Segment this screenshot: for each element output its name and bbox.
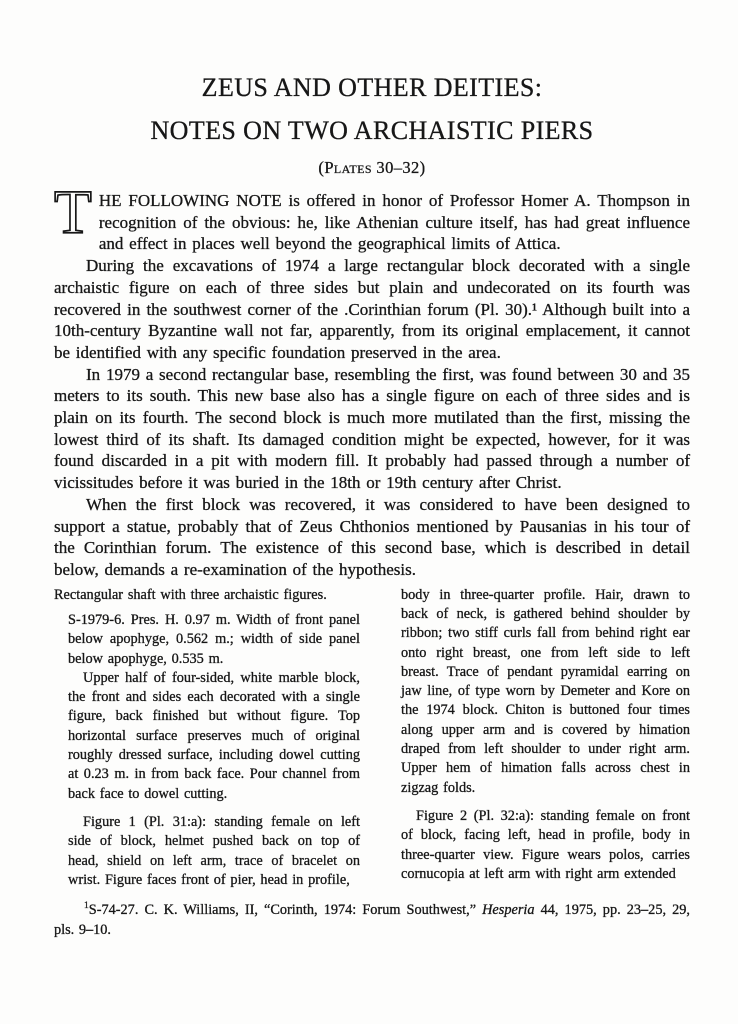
footnote-1 (54, 901, 690, 940)
catalogue-heading: Rectangular shaft with three archaistic figures. (54, 586, 327, 603)
article-body (54, 179, 690, 581)
catalogue-right-column (401, 586, 690, 890)
figure-2-description: Figure 2 (Pl. 32:a): standing female on front of block, facing left, head in profile, body in three-quarter view. Figure wears polos, carries cornucopia at left arm with right arm extended (401, 807, 690, 882)
catalogue-measurements: S-1979-6. Pres. H. 0.97 m. Width of front panel below apophyge, 0.562 m.; width of side panel below apophyge, 0.535 m. (68, 611, 360, 667)
footnote-citation: S-74-27. C. K. Williams, II, “Corinth, 1974: Forum Southwest,” (88, 902, 483, 919)
intro-paragraph-text: HE FOLLOWING NOTE is offered in honor of Professor Homer A. Thompson in recognition of the obvious: he, like Athenian culture itself, has had great influence and effect in places well beyond the geographical limits of Attica. (98, 191, 690, 254)
body-paragraph-hypothesis: When the first block was recovered, it was considered to have been designed to support a statue, probably that of Zeus Chthonios mentioned by Pausanias in his tour of the Corinthian forum. The existence of this second base, which is described in detail below, demands a re-examination of the hypothesis. (54, 494, 690, 579)
article-title (54, 74, 690, 144)
footnote-citation-tail: 44, 1975, pp. 23–25, 29, pls. 9–10. (54, 902, 690, 938)
body-paragraph-1974-block: During the excavations of 1974 a large rectangular block decorated with a single archaistic figure on each of three sides but plain and undecorated on its fourth was recovered in the southwest corner of the .Corinthian forum (Pl. 30).¹ Although built into a 10th-century Byzantine wall not far, apparently, from its original emplacement, it cannot be identified with any specific foundation preserved in the area. (54, 256, 690, 362)
catalogue-section (54, 586, 690, 890)
catalogue-block-description: Upper half of four-sided, white marble block, the front and sides each decorated with a single figure, back finished but without figure. Top horizontal surface preserves much of original roughly dressed surface, including dowel cutting at 0.23 m. in from back face. Pour channel from back face to dowel cutting. (68, 669, 360, 802)
footnote-marker: 1 (84, 901, 89, 912)
journal-title: Hesperia (482, 902, 535, 919)
figure-1-description-continued: body in three-quarter profile. Hair, drawn to back of neck, is gathered behind shoulder by ribbon; two stiff curls fall from behind right ear onto right breast, one from left side to left breast. Trace of pendant pyramidal earring on jaw line, of type worn by Demeter and Kore on the 1974 block. Chiton is buttoned four times along upper arm and is covered by himation draped from left shoulder to under right arm. Upper hem of himation falls across chest in zigzag folds. (401, 586, 690, 796)
body-paragraph-1979-base: In 1979 a second rectangular base, resembling the first, was found between 30 and 35 meters to its south. This new base also has a single figure on each of three sides and is plain on its fourth. The second block is much more mutilated than the first, missing the lowest third of its shaft. Its damaged condition might be expected, however, for it was found discarded in a pit with modern fill. It probably had passed through a number of vicissitudes before it was buried in the 18th or 19th century after Christ. (54, 364, 690, 493)
article-title-line-2: NOTES ON TWO ARCHAISTIC PIERS (150, 116, 594, 145)
article-title-line-1: ZEUS AND OTHER DEITIES: (201, 73, 543, 102)
drop-cap: T (54, 179, 92, 247)
intro-paragraph (54, 179, 690, 255)
figure-1-description: Figure 1 (Pl. 31:a): standing female on left side of block, helmet pushed back on top of head, shield on left arm, trace of bracelet on wrist. Figure faces front of pier, head in profile, (68, 813, 360, 888)
plates-note: (Plates 30–32) (318, 158, 426, 177)
catalogue-left-column (54, 586, 360, 890)
